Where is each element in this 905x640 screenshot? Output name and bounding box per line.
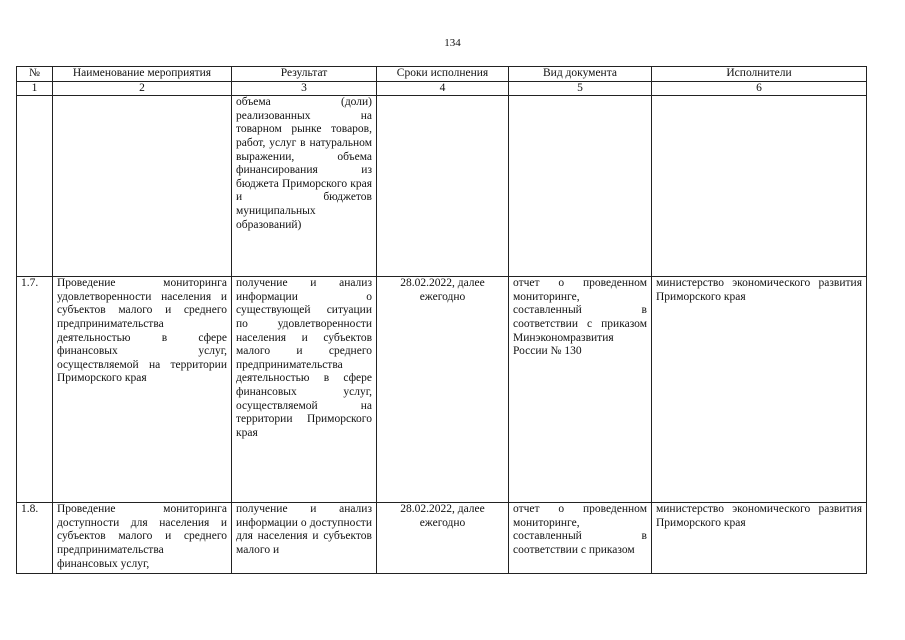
header-num: № [17, 67, 53, 82]
row-result: объема (доли) реализованных на товарном рынке товаров, работ, услуг в натуральном выражении, объема финансирования из бюджета Приморского края и бюджетов муниципальных образований) [232, 96, 377, 277]
row-doc-type: отчет о проведенном мониторинге, составленный в соответствии с приказом Минэкономразвития России № 130 [509, 277, 652, 503]
row-name: Проведение мониторинга удовлетворенности населения и субъектов малого и среднего предпринимательства деятельностью в сфере финансовых услуг, осуществляемой на территории Приморского края [53, 277, 232, 503]
header-executors: Исполнители [652, 67, 867, 82]
column-number-row [17, 81, 867, 96]
row-name [53, 96, 232, 277]
column-number: 1 [17, 81, 53, 96]
measures-table [16, 66, 867, 574]
row-doc-type [509, 96, 652, 277]
column-number: 3 [232, 81, 377, 96]
row-executors: министерство экономического развития Приморского края [652, 503, 867, 574]
column-number: 2 [53, 81, 232, 96]
row-result: получение и анализ информации о существующей ситуации по удовлетворенности населения и субъектов малого и среднего предпринимательства деятельностью в сфере финансовых услуг, осуществляемой на территории Приморского края [232, 277, 377, 503]
row-deadline: 28.02.2022, далее ежегодно [377, 503, 509, 574]
table-row [17, 503, 867, 574]
row-deadline: 28.02.2022, далее ежегодно [377, 277, 509, 503]
column-number: 5 [509, 81, 652, 96]
row-executors [652, 96, 867, 277]
table-row [17, 96, 867, 277]
row-num: 1.7. [17, 277, 53, 503]
column-number: 6 [652, 81, 867, 96]
page-number: 134 [444, 37, 461, 49]
header-result: Результат [232, 67, 377, 82]
row-doc-type: отчет о проведенном мониторинге, составленный в соответствии с приказом [509, 503, 652, 574]
header-doc-type: Вид документа [509, 67, 652, 82]
row-executors: министерство экономического развития Приморского края [652, 277, 867, 503]
row-deadline [377, 96, 509, 277]
row-num: 1.8. [17, 503, 53, 574]
row-name: Проведение мониторинга доступности для населения и субъектов малого и среднего предпринимательства финансовых услуг, [53, 503, 232, 574]
table-row [17, 277, 867, 503]
column-number: 4 [377, 81, 509, 96]
row-result: получение и анализ информации о доступности для населения и субъектов малого и [232, 503, 377, 574]
header-deadline: Сроки исполнения [377, 67, 509, 82]
row-num [17, 96, 53, 277]
header-row [17, 67, 867, 82]
header-name: Наименование мероприятия [53, 67, 232, 82]
